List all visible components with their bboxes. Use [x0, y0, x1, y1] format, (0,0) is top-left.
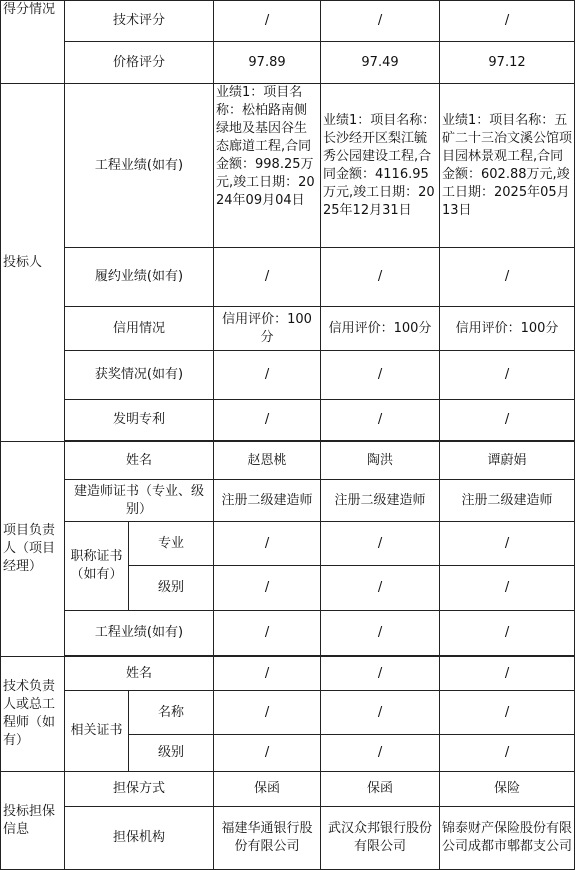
- row-label-patent: 发明专利: [65, 400, 214, 441]
- cell-b2-pm-name: 陶洪: [321, 442, 440, 480]
- cell-b2-guarantee-method: 保函: [321, 772, 440, 807]
- table-row: [1, 611, 575, 656]
- cell-b2-builder-cert: 注册二级建造师: [321, 480, 440, 522]
- cell-b1-builder-cert: 注册二级建造师: [214, 480, 321, 522]
- cell-b3-builder-cert: 注册二级建造师: [440, 480, 575, 522]
- section-label-bidder: 投标人: [1, 84, 65, 442]
- cell-b1-title-level: /: [214, 566, 321, 611]
- cell-b2-guarantee-org: 武汉众邦银行股份有限公司: [321, 807, 440, 870]
- cell-b3-eng-perf: 业绩1：项目名称：五矿二十三冶文溪公馆项目园林景观工程,合同金额：602.88万元,竣工日期：2025年05月13日: [440, 84, 575, 248]
- cell-b1-guarantee-method: 保函: [214, 772, 321, 807]
- cell-b1-pm-name: 赵恩桃: [214, 442, 321, 480]
- row-label-tech-score: 技术评分: [65, 1, 214, 42]
- cell-b2-awards: /: [321, 351, 440, 400]
- cell-b1-guarantee-org: 福建华通银行股份有限公司: [214, 807, 321, 870]
- cell-b2-tech-score: /: [321, 1, 440, 42]
- table-row: [1, 42, 575, 84]
- row-label-title-cert: 职称证书（如有）: [65, 522, 129, 611]
- row-label-pm-eng-perf: 工程业绩(如有): [65, 611, 214, 656]
- table-row: [1, 772, 575, 807]
- table-row: [1, 691, 575, 735]
- cell-b2-title-major: /: [321, 522, 440, 566]
- cell-b3-price-score: 97.12: [440, 42, 575, 84]
- table-row: [1, 84, 575, 248]
- cell-b1-awards: /: [214, 351, 321, 400]
- row-label-eng-perf: 工程业绩(如有): [65, 84, 214, 248]
- row-label-builder-cert: 建造师证书（专业、级别）: [65, 480, 214, 522]
- cell-b2-cert-name: /: [321, 691, 440, 735]
- cell-b1-price-score: 97.89: [214, 42, 321, 84]
- cell-b2-pm-eng-perf: /: [321, 611, 440, 656]
- cell-b3-pm-eng-perf: /: [440, 611, 575, 656]
- cell-b2-contract-perf: /: [321, 248, 440, 307]
- cell-b1-credit: 信用评价：100分: [214, 307, 321, 351]
- cell-b1-pm-eng-perf: /: [214, 611, 321, 656]
- section-label-pm: 项目负责人（项目经理）: [1, 442, 65, 657]
- row-label-cert-name: 名称: [129, 691, 214, 735]
- cell-b3-title-level: /: [440, 566, 575, 611]
- row-label-level: 级别: [129, 566, 214, 611]
- cell-b3-credit: 信用评价：100分: [440, 307, 575, 351]
- cell-b3-guarantee-method: 保险: [440, 772, 575, 807]
- row-label-guarantee-method: 担保方式: [65, 772, 214, 807]
- cell-b1-patent: /: [214, 400, 321, 441]
- cell-b3-cert-level: /: [440, 735, 575, 772]
- table-row: [1, 442, 575, 480]
- cell-b3-tech-score: /: [440, 1, 575, 42]
- cell-b1-cert-name: /: [214, 691, 321, 735]
- table-row: [1, 522, 575, 566]
- row-label-guarantee-org: 担保机构: [65, 807, 214, 870]
- row-label-credit: 信用情况: [65, 307, 214, 351]
- table-row: [1, 351, 575, 400]
- row-label-cert-level: 级别: [129, 735, 214, 772]
- table-row: [1, 657, 575, 691]
- section-label-tech: 技术负责人或总工程师（如有）: [1, 657, 65, 772]
- cell-b3-tech-name: /: [440, 657, 575, 691]
- section-label-score: 得分情况: [1, 1, 65, 84]
- table-row: [1, 807, 575, 870]
- row-label-major: 专业: [129, 522, 214, 566]
- row-label-price-score: 价格评分: [65, 42, 214, 84]
- cell-b2-tech-name: /: [321, 657, 440, 691]
- cell-b3-cert-name: /: [440, 691, 575, 735]
- cell-b2-credit: 信用评价：100分: [321, 307, 440, 351]
- cell-b1-tech-score: /: [214, 1, 321, 42]
- row-label-tech-name: 姓名: [65, 657, 214, 691]
- cell-b1-title-major: /: [214, 522, 321, 566]
- row-label-related-cert: 相关证书: [65, 691, 129, 772]
- row-label-contract-perf: 履约业绩(如有): [65, 248, 214, 307]
- cell-b1-tech-name: /: [214, 657, 321, 691]
- cell-b2-eng-perf: 业绩1：项目名称：长沙经开区梨江毓秀公园建设工程,合同金额：4116.95万元,竣工日期：2025年12月31日: [321, 84, 440, 248]
- cell-b1-contract-perf: /: [214, 248, 321, 307]
- table-row: [1, 248, 575, 307]
- cell-b3-contract-perf: /: [440, 248, 575, 307]
- table-row: [1, 1, 575, 42]
- table-row: [1, 480, 575, 522]
- cell-b2-title-level: /: [321, 566, 440, 611]
- cell-b3-awards: /: [440, 351, 575, 400]
- table-row: [1, 400, 575, 441]
- cell-b3-title-major: /: [440, 522, 575, 566]
- table-row: [1, 307, 575, 351]
- cell-b2-price-score: 97.49: [321, 42, 440, 84]
- cell-b1-cert-level: /: [214, 735, 321, 772]
- cell-b3-pm-name: 谭蔚娟: [440, 442, 575, 480]
- cell-b1-eng-perf: 业绩1：项目名称：松柏路南侧绿地及基因谷生态廊道工程,合同金额：998.25万元,竣工日期：2024年09月04日: [214, 84, 321, 248]
- cell-b3-patent: /: [440, 400, 575, 441]
- row-label-pm-name: 姓名: [65, 442, 214, 480]
- cell-b2-patent: /: [321, 400, 440, 441]
- cell-b3-guarantee-org: 锦泰财产保险股份有限公司成都市郫都支公司: [440, 807, 575, 870]
- row-label-awards: 获奖情况(如有): [65, 351, 214, 400]
- cell-b2-cert-level: /: [321, 735, 440, 772]
- section-label-guarantee: 投标担保信息: [1, 772, 65, 870]
